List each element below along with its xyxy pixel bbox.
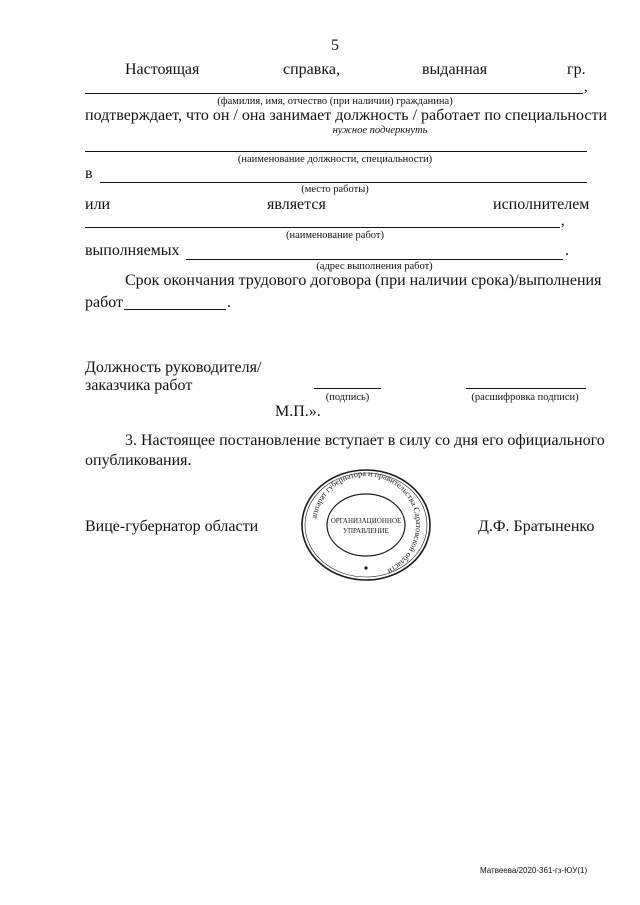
works-blank-line	[85, 227, 560, 228]
signature-caption: (подпись)	[325, 392, 370, 403]
term-text-line1: Срок окончания трудового договора (при наличии срока)/выполнения	[125, 272, 602, 289]
fio-caption: (фамилия, имя, отчество (при наличии) гражданина)	[217, 96, 453, 107]
or-word: или	[85, 196, 111, 213]
executor-word: исполнителем	[493, 196, 590, 213]
signer-title: Вице-губернатор области	[85, 518, 259, 535]
clause3-line1: 3. Настоящее постановление вступает в силу со дня его официального	[125, 432, 605, 449]
prep-v: в	[85, 165, 93, 182]
term-line-period: .	[227, 294, 231, 311]
clause3-line2: опубликования.	[85, 452, 192, 469]
cert-word-4: гр.	[567, 61, 586, 78]
signer-name: Д.Ф. Братыненко	[478, 518, 595, 535]
term-text-line2-label: работ	[85, 294, 124, 311]
performed-label: выполняемых	[85, 242, 180, 259]
page-number: 5	[331, 37, 339, 54]
position-caption: (наименование должности, специальности)	[237, 154, 433, 165]
decryption-caption: (расшифровка подписи)	[471, 392, 579, 403]
signature-blank-line	[314, 388, 381, 389]
footer-reference: Матвеева/2020-361-гз-ЮУ(1)	[480, 866, 588, 875]
position-blank-line	[85, 151, 587, 152]
address-caption: (адрес выполнения работ)	[316, 261, 433, 272]
decryption-blank-line	[466, 388, 586, 389]
cert-word-2: справка,	[283, 61, 340, 78]
seal-center-line1: ОРГАНИЗАЦИОННОЕ	[330, 517, 402, 525]
position-head-line2: заказчика работ	[85, 377, 193, 394]
term-blank-line	[124, 309, 226, 310]
fio-line-end-comma: ,	[584, 79, 588, 95]
fio-blank-line	[85, 93, 583, 94]
seal-ring-text: аппарат губернатора и правительства Саратовской области	[309, 468, 424, 576]
cert-word-1: Настоящая	[125, 61, 200, 78]
stamp-place-label: М.П.».	[275, 403, 321, 420]
workplace-blank-line	[100, 182, 587, 183]
works-line-comma: ,	[561, 213, 565, 229]
position-head-line1: Должность руководителя/	[85, 359, 262, 376]
confirms-text: подтверждает, что он / она занимает должность / работает по специальности	[85, 107, 608, 124]
cert-word-3: выданная	[422, 61, 488, 78]
address-blank-line	[186, 259, 563, 260]
works-caption: (наименование работ)	[285, 230, 385, 241]
is-word: является	[267, 196, 326, 213]
seal-center-line2: УПРАВЛЕНИЕ	[343, 527, 389, 535]
address-line-period: .	[565, 242, 569, 259]
workplace-caption: (место работы)	[301, 184, 369, 195]
seal-dot-icon	[364, 566, 367, 569]
organizational-seal-stamp	[298, 467, 434, 583]
underline-note: нужное подчеркнуть	[332, 125, 428, 136]
